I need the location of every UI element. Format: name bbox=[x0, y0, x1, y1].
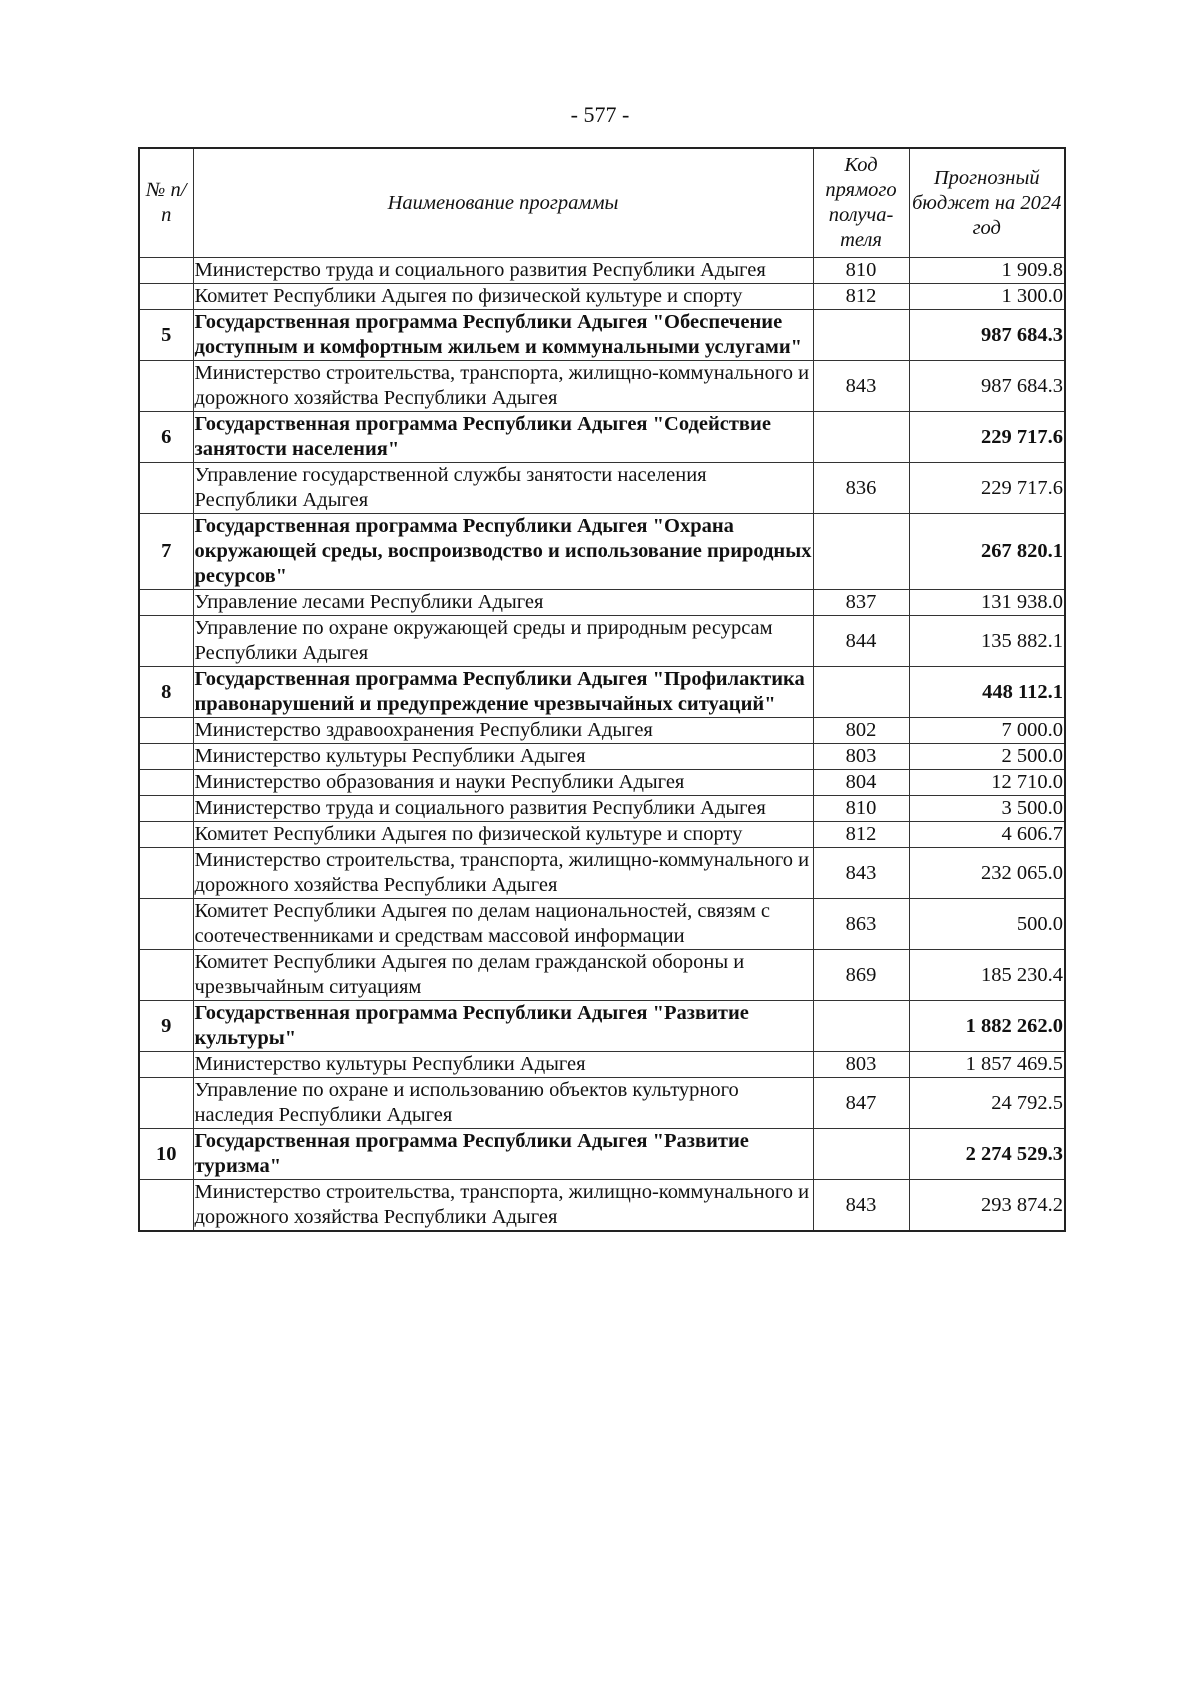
table-header-row bbox=[139, 148, 1065, 258]
budget-amount: 7 000.0 bbox=[909, 718, 1065, 744]
table-row bbox=[139, 590, 1065, 616]
recipient-code: 863 bbox=[813, 899, 909, 950]
table-row bbox=[139, 744, 1065, 770]
recipient-code: 844 bbox=[813, 616, 909, 667]
recipient-code: 843 bbox=[813, 1180, 909, 1232]
recipient-code bbox=[813, 1001, 909, 1052]
recipient-code: 803 bbox=[813, 1052, 909, 1078]
budget-amount: 1 882 262.0 bbox=[909, 1001, 1065, 1052]
row-number bbox=[139, 1052, 193, 1078]
program-name: Управление лесами Республики Адыгея bbox=[193, 590, 813, 616]
program-name: Управление по охране и использованию объектов культурного наследия Республики Адыгея bbox=[193, 1078, 813, 1129]
table-row bbox=[139, 899, 1065, 950]
program-name: Государственная программа Республики Адыгея "Развитие туризма" bbox=[193, 1129, 813, 1180]
table-row bbox=[139, 463, 1065, 514]
budget-amount: 1 300.0 bbox=[909, 284, 1065, 310]
budget-amount: 135 882.1 bbox=[909, 616, 1065, 667]
row-number bbox=[139, 796, 193, 822]
row-number bbox=[139, 361, 193, 412]
row-number bbox=[139, 463, 193, 514]
table-row bbox=[139, 770, 1065, 796]
budget-amount: 3 500.0 bbox=[909, 796, 1065, 822]
program-name: Государственная программа Республики Адыгея "Содействие занятости населения" bbox=[193, 412, 813, 463]
budget-amount: 4 606.7 bbox=[909, 822, 1065, 848]
row-number bbox=[139, 284, 193, 310]
table-row bbox=[139, 796, 1065, 822]
row-number bbox=[139, 616, 193, 667]
table-row bbox=[139, 848, 1065, 899]
row-number bbox=[139, 950, 193, 1001]
header-code: Код прямого получа- теля bbox=[813, 148, 909, 258]
program-name: Государственная программа Республики Адыгея "Обеспечение доступным и комфортным жильем и коммунальными услугами" bbox=[193, 310, 813, 361]
recipient-code bbox=[813, 412, 909, 463]
program-name: Комитет Республики Адыгея по делам гражданской обороны и чрезвычайным ситуациям bbox=[193, 950, 813, 1001]
budget-amount: 229 717.6 bbox=[909, 412, 1065, 463]
recipient-code: 837 bbox=[813, 590, 909, 616]
row-number: 10 bbox=[139, 1129, 193, 1180]
program-name: Министерство труда и социального развития Республики Адыгея bbox=[193, 258, 813, 284]
recipient-code: 847 bbox=[813, 1078, 909, 1129]
program-name: Государственная программа Республики Адыгея "Охрана окружающей среды, воспроизводство и использование природных ресурсов" bbox=[193, 514, 813, 590]
budget-amount: 232 065.0 bbox=[909, 848, 1065, 899]
program-name: Министерство культуры Республики Адыгея bbox=[193, 744, 813, 770]
table-row bbox=[139, 1180, 1065, 1232]
program-row bbox=[139, 1129, 1065, 1180]
budget-amount: 24 792.5 bbox=[909, 1078, 1065, 1129]
recipient-code bbox=[813, 667, 909, 718]
row-number: 7 bbox=[139, 514, 193, 590]
table-row bbox=[139, 361, 1065, 412]
budget-amount: 448 112.1 bbox=[909, 667, 1065, 718]
table-row bbox=[139, 258, 1065, 284]
budget-amount: 987 684.3 bbox=[909, 361, 1065, 412]
budget-amount: 185 230.4 bbox=[909, 950, 1065, 1001]
budget-amount: 2 274 529.3 bbox=[909, 1129, 1065, 1180]
recipient-code: 812 bbox=[813, 284, 909, 310]
budget-table bbox=[138, 147, 1066, 1232]
recipient-code: 810 bbox=[813, 796, 909, 822]
budget-amount: 267 820.1 bbox=[909, 514, 1065, 590]
recipient-code: 812 bbox=[813, 822, 909, 848]
row-number bbox=[139, 590, 193, 616]
budget-amount: 12 710.0 bbox=[909, 770, 1065, 796]
recipient-code: 869 bbox=[813, 950, 909, 1001]
row-number bbox=[139, 718, 193, 744]
recipient-code bbox=[813, 514, 909, 590]
budget-amount: 1 857 469.5 bbox=[909, 1052, 1065, 1078]
program-row bbox=[139, 310, 1065, 361]
program-name: Государственная программа Республики Адыгея "Профилактика правонарушений и предупреждение чрезвычайных ситуаций" bbox=[193, 667, 813, 718]
row-number bbox=[139, 258, 193, 284]
program-name: Министерство здравоохранения Республики Адыгея bbox=[193, 718, 813, 744]
table-row bbox=[139, 822, 1065, 848]
recipient-code: 802 bbox=[813, 718, 909, 744]
table-row bbox=[139, 718, 1065, 744]
row-number bbox=[139, 744, 193, 770]
recipient-code: 803 bbox=[813, 744, 909, 770]
row-number: 5 bbox=[139, 310, 193, 361]
budget-amount: 1 909.8 bbox=[909, 258, 1065, 284]
row-number: 9 bbox=[139, 1001, 193, 1052]
program-name: Управление по охране окружающей среды и природным ресурсам Республики Адыгея bbox=[193, 616, 813, 667]
program-name: Комитет Республики Адыгея по физической культуре и спорту bbox=[193, 284, 813, 310]
recipient-code bbox=[813, 310, 909, 361]
program-name: Министерство образования и науки Республики Адыгея bbox=[193, 770, 813, 796]
budget-amount: 131 938.0 bbox=[909, 590, 1065, 616]
row-number: 8 bbox=[139, 667, 193, 718]
table-row bbox=[139, 284, 1065, 310]
program-name: Министерство культуры Республики Адыгея bbox=[193, 1052, 813, 1078]
program-row bbox=[139, 667, 1065, 718]
table-row bbox=[139, 950, 1065, 1001]
program-row bbox=[139, 412, 1065, 463]
row-number bbox=[139, 1180, 193, 1232]
row-number: 6 bbox=[139, 412, 193, 463]
recipient-code: 810 bbox=[813, 258, 909, 284]
table-row bbox=[139, 1052, 1065, 1078]
budget-amount: 2 500.0 bbox=[909, 744, 1065, 770]
page-number: - 577 - bbox=[570, 102, 630, 127]
recipient-code bbox=[813, 1129, 909, 1180]
recipient-code: 836 bbox=[813, 463, 909, 514]
program-name: Управление государственной службы занятости населения Республики Адыгея bbox=[193, 463, 813, 514]
budget-amount: 229 717.6 bbox=[909, 463, 1065, 514]
header-num: № п/п bbox=[139, 148, 193, 258]
table-row bbox=[139, 1078, 1065, 1129]
program-name: Министерство строительства, транспорта, жилищно-коммунального и дорожного хозяйства Республики Адыгея bbox=[193, 848, 813, 899]
row-number bbox=[139, 1078, 193, 1129]
program-row bbox=[139, 514, 1065, 590]
budget-amount: 500.0 bbox=[909, 899, 1065, 950]
recipient-code: 843 bbox=[813, 361, 909, 412]
recipient-code: 843 bbox=[813, 848, 909, 899]
budget-amount: 987 684.3 bbox=[909, 310, 1065, 361]
table-row bbox=[139, 616, 1065, 667]
program-row bbox=[139, 1001, 1065, 1052]
budget-amount: 293 874.2 bbox=[909, 1180, 1065, 1232]
row-number bbox=[139, 770, 193, 796]
row-number bbox=[139, 822, 193, 848]
program-name: Министерство строительства, транспорта, жилищно-коммунального и дорожного хозяйства Республики Адыгея bbox=[193, 1180, 813, 1232]
row-number bbox=[139, 899, 193, 950]
recipient-code: 804 bbox=[813, 770, 909, 796]
program-name: Комитет Республики Адыгея по физической культуре и спорту bbox=[193, 822, 813, 848]
header-budget: Прогнозный бюджет на 2024 год bbox=[909, 148, 1065, 258]
table-body bbox=[139, 258, 1065, 1232]
program-name: Государственная программа Республики Адыгея "Развитие культуры" bbox=[193, 1001, 813, 1052]
program-name: Министерство труда и социального развития Республики Адыгея bbox=[193, 796, 813, 822]
program-name: Комитет Республики Адыгея по делам национальностей, связям с соотечественниками и средствам массовой информации bbox=[193, 899, 813, 950]
program-name: Министерство строительства, транспорта, жилищно-коммунального и дорожного хозяйства Республики Адыгея bbox=[193, 361, 813, 412]
row-number bbox=[139, 848, 193, 899]
header-name: Наименование программы bbox=[193, 148, 813, 258]
